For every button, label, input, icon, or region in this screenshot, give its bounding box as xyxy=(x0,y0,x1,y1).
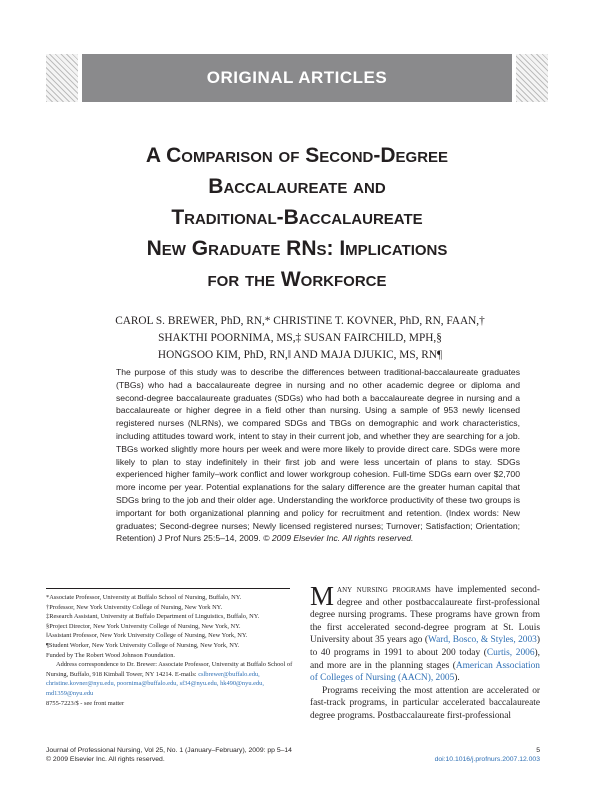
footnote-2: †Professor, New York University College of Nursing, New York NY. xyxy=(46,603,223,611)
abstract xyxy=(116,366,520,545)
body-text-column xyxy=(310,581,540,723)
title-line-2: Baccalaureate and xyxy=(208,175,386,198)
lead-in: any nursing programs xyxy=(337,585,431,595)
body-text-1c: ), and more are in the planning stages ( xyxy=(310,647,540,671)
footnotes xyxy=(46,593,296,708)
page-number: 5 xyxy=(536,747,540,754)
footer-journal: Journal of Professional Nursing, Vol 25, No. 1 (January–February), 2009: pp 5–14 xyxy=(46,747,292,754)
body-text-1a: have implemented second-degree and other postbaccalaureate first-professional degree nursing programs. These programs have grown from the first accelerated second-degree program at St. Louis University about 35 years ago ( xyxy=(310,585,540,646)
footnote-4: §Project Director, New York University College of Nursing, New York, NY. xyxy=(46,622,241,630)
title-line-5: for the Workforce xyxy=(207,268,387,291)
author-list xyxy=(70,313,530,364)
body-paragraph-1 xyxy=(310,581,540,685)
issn-note: 8755-7223/$ - see front matter xyxy=(46,699,125,707)
body-paragraph-2: Programs receiving the most attention are accelerated or fast-track programs, in particular accelerated baccalaureate degree programs. Postbaccalaureate first-professional xyxy=(310,685,540,721)
funding-note: Funded by The Robert Wood Johnson Foundation. xyxy=(46,651,176,659)
body-text-1d: ). xyxy=(454,673,460,684)
drop-cap: M xyxy=(310,581,335,611)
banner-hatch-right xyxy=(516,54,548,102)
author-line-1: CAROL S. BREWER, PhD, RN,* CHRISTINE T. KOVNER, PhD, RN, FAAN,† xyxy=(115,315,485,327)
title-line-1: A Comparison of Second-Degree xyxy=(145,144,449,167)
footnote-6: ¶Student Worker, New York University College of Nursing, New York, NY. xyxy=(46,641,240,649)
footer-page-info xyxy=(350,746,540,765)
footer-copyright: © 2009 Elsevier Inc. All rights reserved. xyxy=(46,756,165,764)
abstract-body: The purpose of this study was to describe the differences between traditional-baccalaureate graduates (TBGs) who had a baccalaureate degree in nursing and no other academic degree or diploma and second-degree baccalaureate graduates (SDGs) who had both a baccalaureate degree in nursing and a baccalaureate or higher degree in a field other than nursing. Using a sample of 953 newly licensed registered nurses (NLRNs), we compared SDGs and TBGs on demographic and work characteristics, including attitudes toward work, intent to stay in their current job, and whether they are searching for a job. TBGs worked slightly more hours per week and were more likely to provide direct care. SDGs were more likely to plan to stay indefinitely in their first job and were less uncertain of plans to stay. SDGs experienced higher family–work conflict and lower workgroup cohesion. Full-time SDGs earn over $2,700 more income per year. Potential explanations for the salary difference are the greater human capital that SDGs bring to the job and their older age. Understanding the workforce productivity of these two groups is important for both organizational planning and policy for recruitment and retention. (Index words: New graduates; Second-degree nurses; Newly licensed registered nurses; Turnover; Satisfaction; Orientation; Retention) J Prof Nurs 25:5–14, 2009. xyxy=(116,367,520,544)
abstract-copyright: © 2009 Elsevier Inc. All rights reserved. xyxy=(263,533,414,544)
article-title xyxy=(60,140,534,295)
banner-hatch-left xyxy=(46,54,78,102)
body-text-1b: ) to 40 programs in 1991 to about 200 today ( xyxy=(310,635,540,658)
title-line-3: Traditional-Baccalaureate xyxy=(171,206,423,229)
reference-link-aacn[interactable]: American Association of Colleges of Nursing (AACN), 2005 xyxy=(310,660,540,684)
footnote-5: ‖Assistant Professor, New York University College of Nursing, New York, NY. xyxy=(46,632,248,640)
correspondence-note xyxy=(46,660,296,698)
author-line-3: HONGSOO KIM, PhD, RN,‖ AND MAJA DJUKIC, MS, RN¶ xyxy=(157,349,443,361)
footnote-1: *Associate Professor, University at Buffalo School of Nursing, Buffalo, NY. xyxy=(46,594,242,601)
footnote-divider xyxy=(46,588,290,589)
doi-link[interactable]: doi:10.1016/j.profnurs.2007.12.003 xyxy=(434,756,540,764)
title-line-4: New Graduate RNs: Implications xyxy=(146,237,448,260)
correspondence-address: Address correspondence to Dr. Brewer: Associate Professor, University at Buffalo School of Nursing, Buffalo, 918 Kimball Tower, NY 14214. E-mails: xyxy=(46,661,293,678)
reference-link-curtis[interactable]: Curtis, 2006 xyxy=(486,647,535,658)
reference-link-ward[interactable]: Ward, Bosco, & Styles, 2003 xyxy=(427,635,537,646)
correspondence-emails[interactable]: cslbrewer@buffalo.edu, christine.kovner@nyu.edu, poornima@buffalo.edu, sf34@nyu.edu, hk490@nyu.edu, md1359@nyu.edu xyxy=(46,670,264,697)
section-banner: ORIGINAL ARTICLES xyxy=(82,54,512,102)
author-line-2: SHAKTHI POORNIMA, MS,‡ SUSAN FAIRCHILD, MPH,§ xyxy=(158,332,442,344)
footnote-3: ‡Research Assistant, University at Buffalo Department of Linguistics, Buffalo, NY. xyxy=(46,613,260,621)
footer-citation xyxy=(46,746,366,765)
